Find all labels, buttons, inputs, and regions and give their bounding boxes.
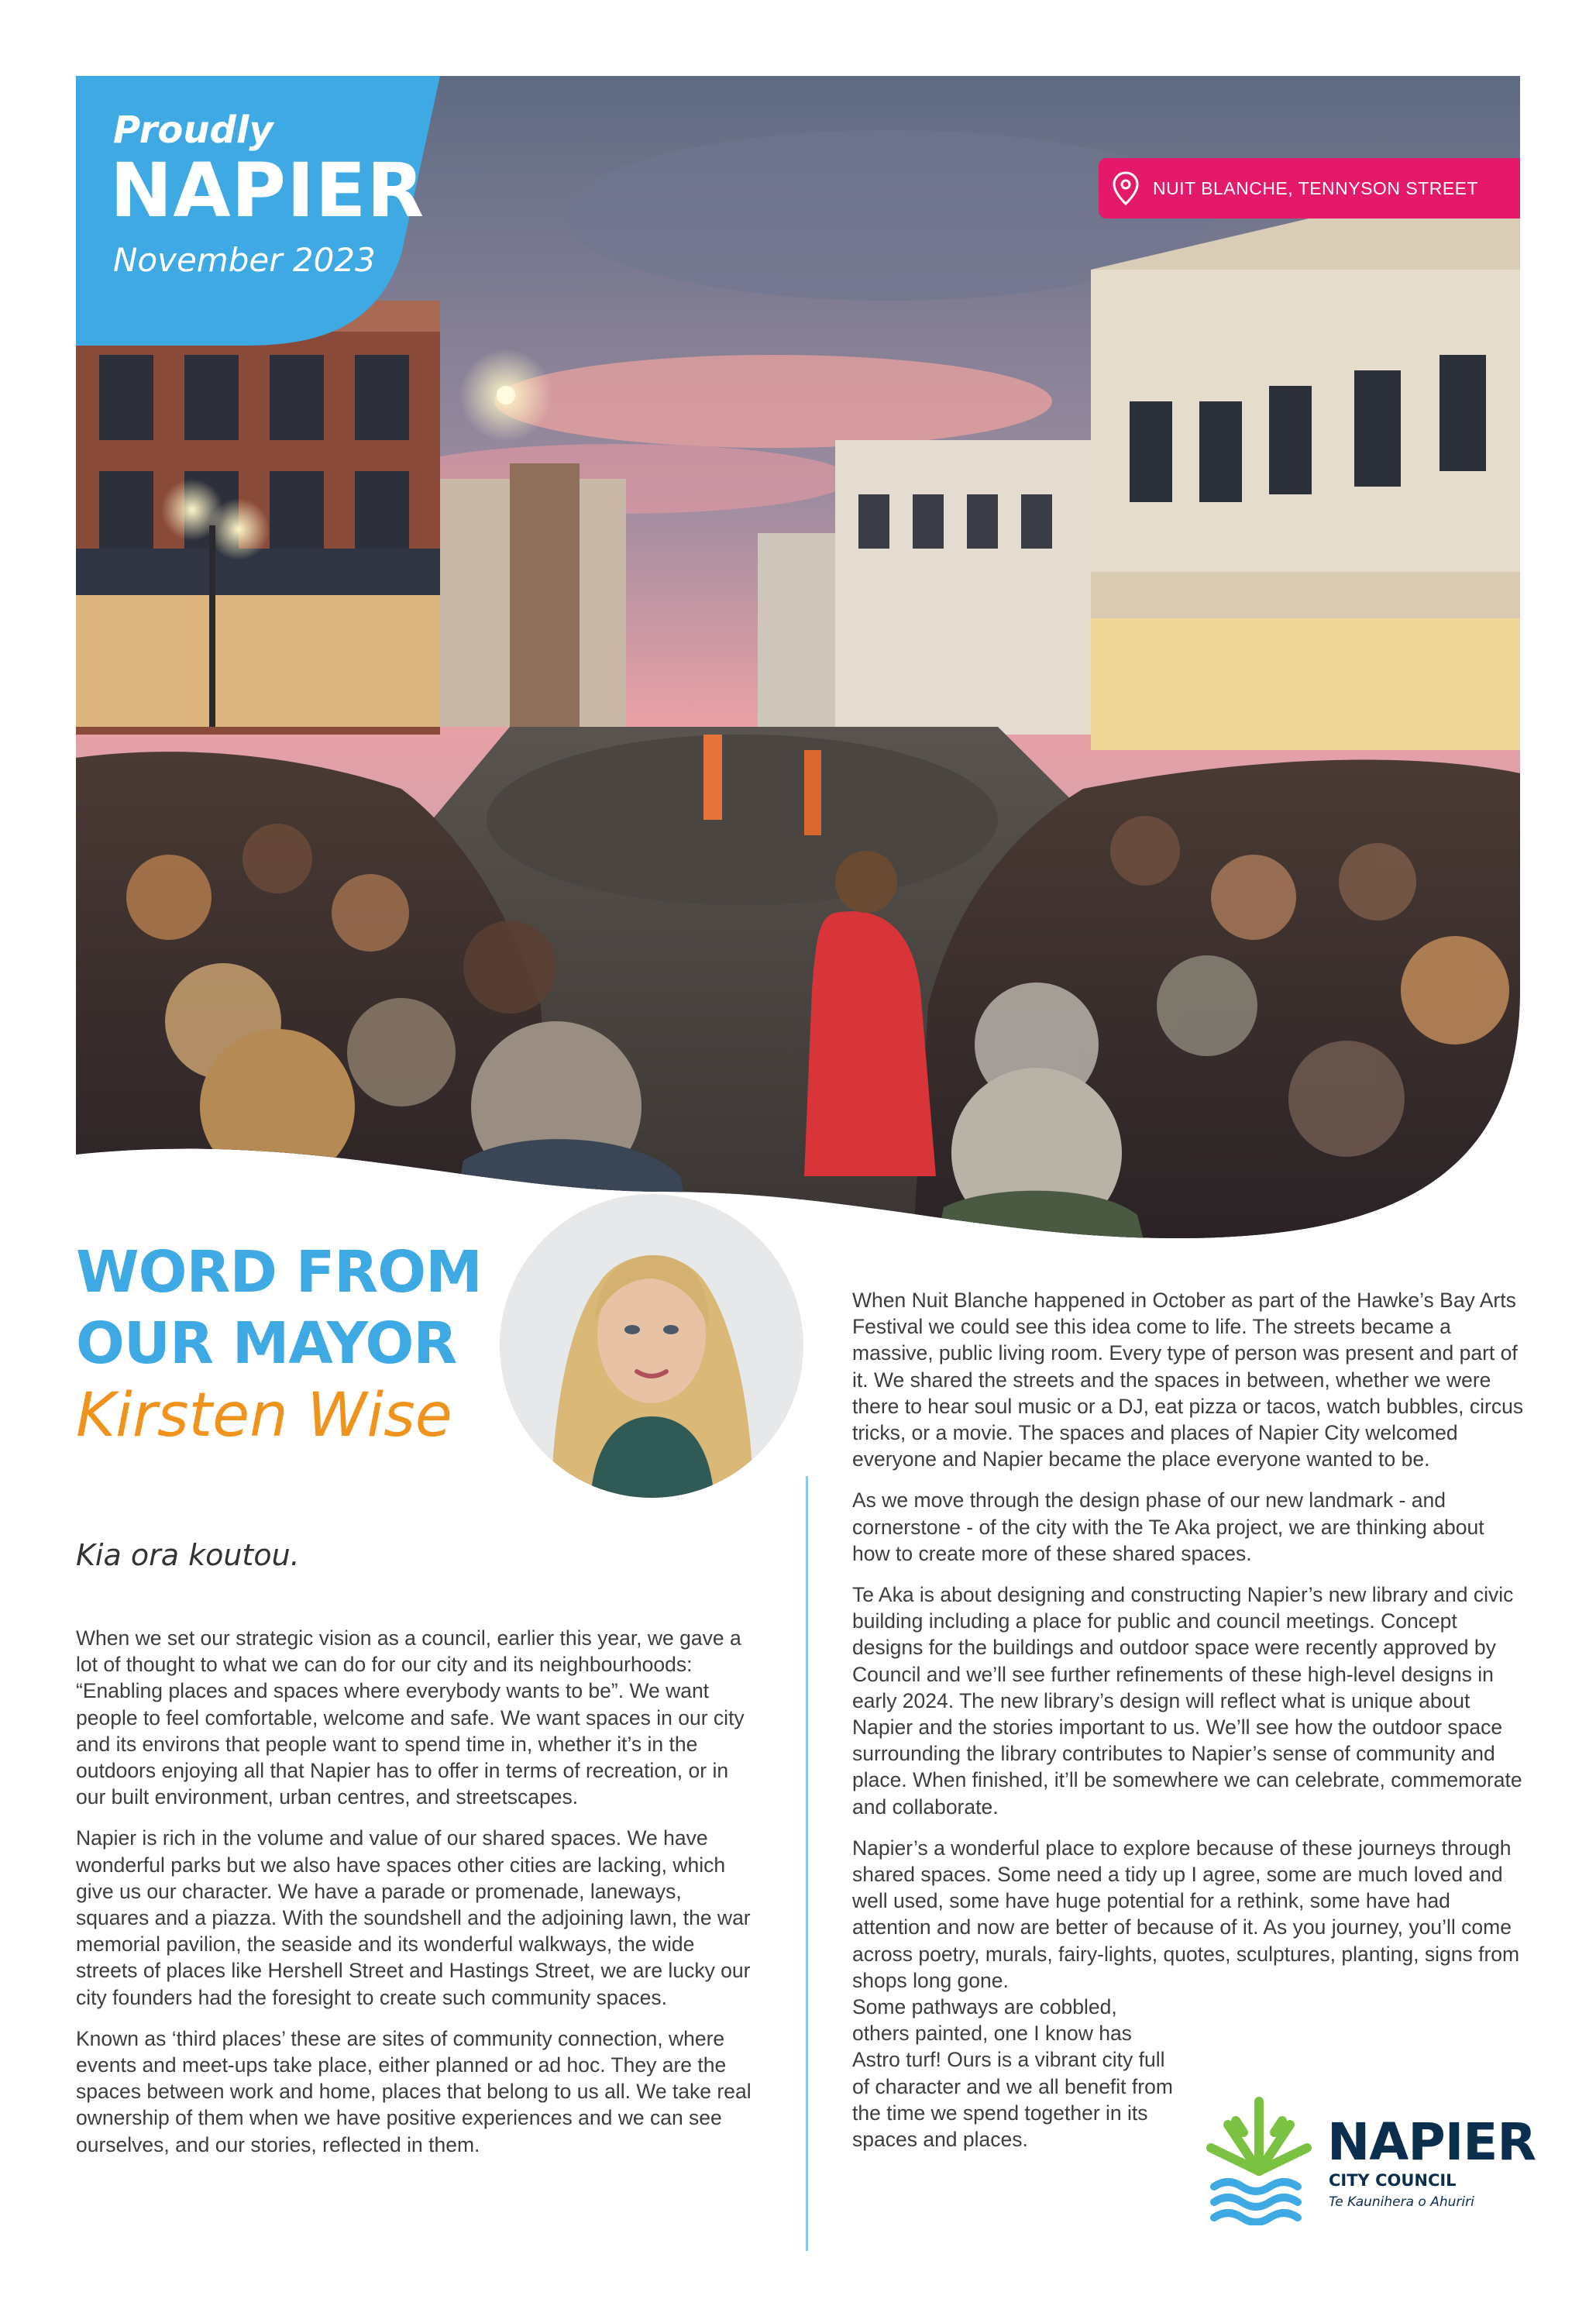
masthead-title: NAPIER <box>110 147 425 234</box>
masthead <box>76 76 440 346</box>
body-paragraph: Napier is rich in the volume and value of our shared spaces. We have wonderful parks but we also have spaces other cities are lacking, which give us our character. We have a parade or promenade, laneways, squares and a piazza. With the soundshell and the adjoining lawn, the war memorial pavilion, the seaside and its wonderful walkways, the wide streets of places like Hershell Street and Hastings Street, we are lucky our city founders had the foresight to create such community spaces. <box>76 1826 751 2009</box>
body-paragraph: As we move through the design phase of our new landmark - and cornerstone - of the city with the Te Aka project, we are thinking about how to create more of these shared spaces. <box>852 1488 1484 1565</box>
right-column <box>852 1287 1526 2167</box>
logo-wordmark: NAPIER <box>1327 2112 1536 2172</box>
logo-maori-name: Te Kaunihera o Ahuriri <box>1329 2194 1474 2210</box>
map-pin-icon <box>1113 171 1139 205</box>
body-paragraph: Some pathways are cobbled, others painted, one I know has Astro turf! Ours is a vibrant city full of character and we all benefit from the time we spend together in its spaces and places. <box>852 1995 1173 2152</box>
mayor-portrait <box>497 1192 806 1500</box>
left-column <box>76 1625 758 2173</box>
body-paragraph: Napier’s a wonderful place to explore because of these journeys through shared spaces. Some need a tidy up I agree, some are much loved and well used, some have huge potential for a rethink, some have had attention and now are better of because of it. As you journey, you’ll come across poetry, murals, fairy-lights, quotes, sculptures, planting, signs from shops long gone. <box>852 1836 1520 1992</box>
location-label: NUIT BLANCHE, TENNYSON STREET <box>1153 177 1479 198</box>
mayor-portrait-illustration <box>497 1192 806 1500</box>
body-paragraph: When we set our strategic vision as a council, earlier this year, we gave a lot of thought to what we can do for our city and its neighbourhoods: “Enabling places and spaces where everybody wants to be”. We want people to feel comfortable, welcome and safe. We want spaces in our city and its environs that people want to spend time in, whether it’s in the outdoors enjoying all that Napier has to offer in terms of recreation, or in our built environment, urban centres, and streetscapes. <box>76 1626 745 1809</box>
body-paragraph: Te Aka is about designing and constructing Napier’s new library and civic building including a place for public and council meetings. Concept designs for the buildings and outdoor space were recently approved by Council and we’ll see further refinements of these high-level designs in early 2024. The new library’s design will reflect what is unique about Napier and the stories important to us. We’ll see how the outdoor space surrounding the library contributes to Napier’s sense of community and place. When finished, it’ll be somewhere we can celebrate, commemorate and collaborate. <box>852 1583 1522 1819</box>
heading-line-1: WORD FROM <box>76 1239 482 1306</box>
location-tag <box>1099 158 1520 219</box>
mayor-name: Kirsten Wise <box>76 1381 452 1451</box>
council-logo <box>1205 2086 1536 2233</box>
heading-line-2: OUR MAYOR <box>76 1310 457 1377</box>
council-emblem-icon <box>1205 2086 1313 2225</box>
masthead-date: November 2023 <box>113 241 376 279</box>
logo-subtitle: CITY COUNCIL <box>1329 2171 1457 2190</box>
masthead-proudly: Proudly <box>113 108 273 152</box>
greeting: Kia ora koutou. <box>76 1538 300 1572</box>
body-paragraph: When Nuit Blanche happened in October as part of the Hawke’s Bay Arts Festival we could see this idea come to life. The streets became a massive, public living room. Every type of person was present and part of it. We shared the streets and the spaces in between, whether we were there to hear soul music or a DJ, eat pizza or tacos, watch bubbles, circus tricks, or a movie. The spaces and places of Napier City welcomed everyone and Napier became the place everyone wanted to be. <box>852 1289 1524 1471</box>
body-paragraph: Known as ‘third places’ these are sites of community connection, where events and meet-ups take place, either planned or ad hoc. They are the spaces between work and home, places that belong to us all. We take real ownership of them when we have positive experiences and we can see ourselves, and our stories, reflected in them. <box>76 2026 752 2156</box>
column-divider <box>806 1476 808 2251</box>
